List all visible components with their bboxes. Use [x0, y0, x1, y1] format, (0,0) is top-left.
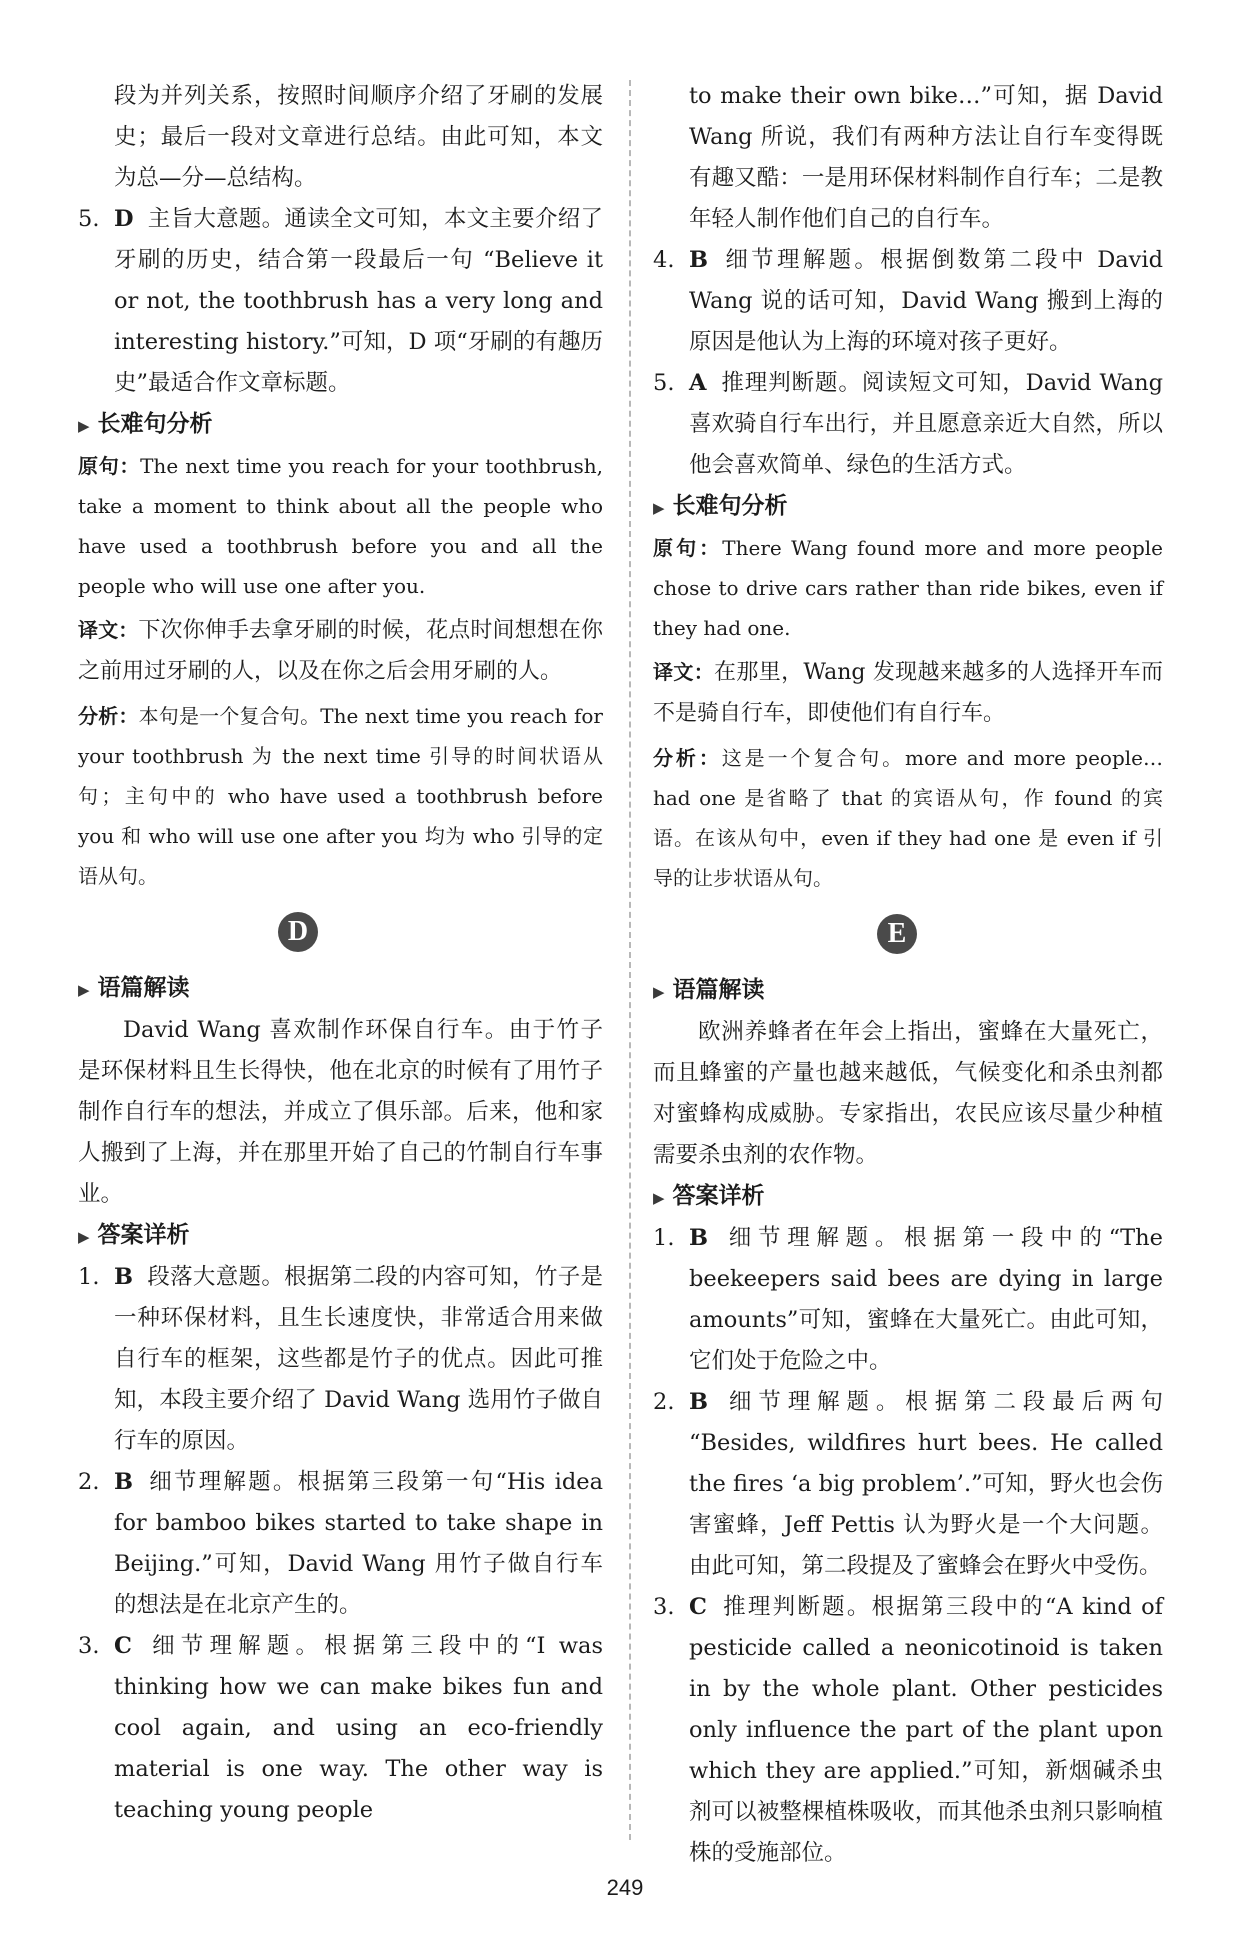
column-divider — [629, 80, 631, 1840]
item-answer: D — [114, 206, 134, 232]
page-number: 249 — [606, 1875, 644, 1900]
section-badge-area — [78, 896, 603, 968]
answer-item: 1. B 细节理解题。根据第一段中的“The beekeepers said bees are dying in large amounts”可知，蜜蜂在大量死亡。由此可知，它们处于危险之中。 — [653, 1225, 1163, 1374]
answer-item: 3. C 推理判断题。根据第三段中的“A kind of pesticide called a neonicotinoid is taken in by the whole plant. Other pesticides only influence the part of the plant upon which they are applied.”可知，新烟碱杀虫剂可以被整棵植株吸收，而其他杀虫剂只影响植株的受施部位。 — [653, 1594, 1163, 1866]
section-heading: ▶ 答案详析 — [653, 1183, 765, 1209]
reading-summary: David Wang 喜欢制作环保自行车。由于竹子是环保材料且生长得快，他在北京的时候有了用竹子制作自行车的想法，并成立了俱乐部。后来，他和家人搬到了上海，并在那里开始了自己的竹制自行车事业。 — [78, 1017, 603, 1207]
answer-item: 5. A 推理判断题。阅读短文可知，David Wang 喜欢骑自行车出行，并且愿意亲近大自然，所以他会喜欢简单、绿色的生活方式。 — [653, 370, 1163, 478]
original-sentence: 原句：There Wang found more and more people chose to drive cars rather than ride bikes, even if they had one. — [653, 536, 1163, 640]
answer-item: 1. B 段落大意题。根据第二段的内容可知，竹子是一种环保材料，且生长速度快，非常适合用来做自行车的框架，这些都是竹子的优点。因此可推知，本段主要介绍了 David Wang 选用竹子做自行车的原因。 — [78, 1264, 603, 1454]
q3-continued: to make their own bike…”可知，据 David Wang 所说，我们有两种方法让自行车变得既有趣又酷：一是用环保材料制作自行车；二是教年轻人制作他们自己的自行车。 — [689, 83, 1163, 232]
section-badge-area — [653, 898, 1163, 970]
answer-item: 2. B 细节理解题。根据第二段最后两句 “Besides, wildfires hurt bees. He called the fires ‘a big problem’.”可知，野火也会伤害蜜蜂，Jeff Pettis 认为野火是一个大问题。由此可知，第二段提及了蜜蜂会在野火中受伤。 — [653, 1389, 1163, 1579]
item-number: 5. — [78, 206, 100, 232]
heading-arrow-icon: ▶ — [653, 983, 665, 1001]
answer-item: 4. B 细节理解题。根据倒数第二段中 David Wang 说的话可知，David Wang 搬到上海的原因是他认为上海的环境对孩子更好。 — [653, 247, 1163, 355]
section-heading: ▶ 语篇解读 — [653, 977, 765, 1003]
right-column — [653, 76, 1163, 1874]
translation: 译文：下次你伸手去拿牙刷的时候，花点时间想想在你之前用过牙刷的人，以及在你之后会用牙刷的人。 — [78, 618, 603, 684]
answer-item: 2. B 细节理解题。根据第三段第一句“His idea for bamboo bikes started to take shape in Beijing.”可知，David Wang 用竹子做自行车的想法是在北京产生的。 — [78, 1469, 603, 1618]
section-badge-e: E — [877, 914, 917, 954]
answer-item: 3. C 细节理解题。根据第三段中的“I was thinking how we can make bikes fun and cool again, and using an eco-friendly material is one way. The other way is teaching young people — [78, 1633, 603, 1823]
analysis: 分析：本句是一个复合句。The next time you reach for your toothbrush 为 the next time 引导的时间状语从句；主句中的 who have used a toothbrush before you 和 who will use one after you 均为 who 引导的定语从句。 — [78, 704, 603, 888]
item-text: 主旨大意题。通读全文可知，本文主要介绍了牙刷的历史，结合第一段最后一句 “Believe it or not, the toothbrush has a very long and interesting history.”可知，D 项“牙刷的有趣历史”最适合作文章标题。 — [114, 206, 603, 396]
section-badge-d: D — [278, 912, 318, 952]
answer-item — [78, 199, 603, 404]
intro-continued: 段为并列关系，按照时间顺序介绍了牙刷的发展史；最后一段对文章进行总结。由此可知，本文为总—分—总结构。 — [114, 83, 603, 191]
section-heading: ▶ 长难句分析 — [78, 411, 213, 437]
heading-arrow-icon: ▶ — [78, 981, 90, 999]
section-heading: ▶ 长难句分析 — [653, 493, 788, 519]
heading-arrow-icon: ▶ — [653, 1189, 665, 1207]
left-column — [78, 76, 603, 1831]
section-heading: ▶ 语篇解读 — [78, 975, 190, 1001]
heading-arrow-icon: ▶ — [653, 499, 665, 517]
reading-summary: 欧洲养蜂者在年会上指出，蜜蜂在大量死亡，而且蜂蜜的产量也越来越低，气候变化和杀虫剂都对蜜蜂构成威胁。专家指出，农民应该尽量少种植需要杀虫剂的农作物。 — [653, 1019, 1163, 1168]
section-heading: ▶ 答案详析 — [78, 1222, 190, 1248]
heading-arrow-icon: ▶ — [78, 417, 90, 435]
original-sentence: 原句：The next time you reach for your toothbrush, take a moment to think about all the people who have used a toothbrush before you and all the people who will use one after you. — [78, 454, 603, 598]
analysis: 分析：这是一个复合句。more and more people… had one 是省略了 that 的宾语从句，作 found 的宾语。在该从句中，even if they had one 是 even if 引导的让步状语从句。 — [653, 746, 1164, 890]
heading-arrow-icon: ▶ — [78, 1228, 90, 1246]
translation: 译文：在那里，Wang 发现越来越多的人选择开车而不是骑自行车，即使他们有自行车。 — [653, 660, 1163, 726]
